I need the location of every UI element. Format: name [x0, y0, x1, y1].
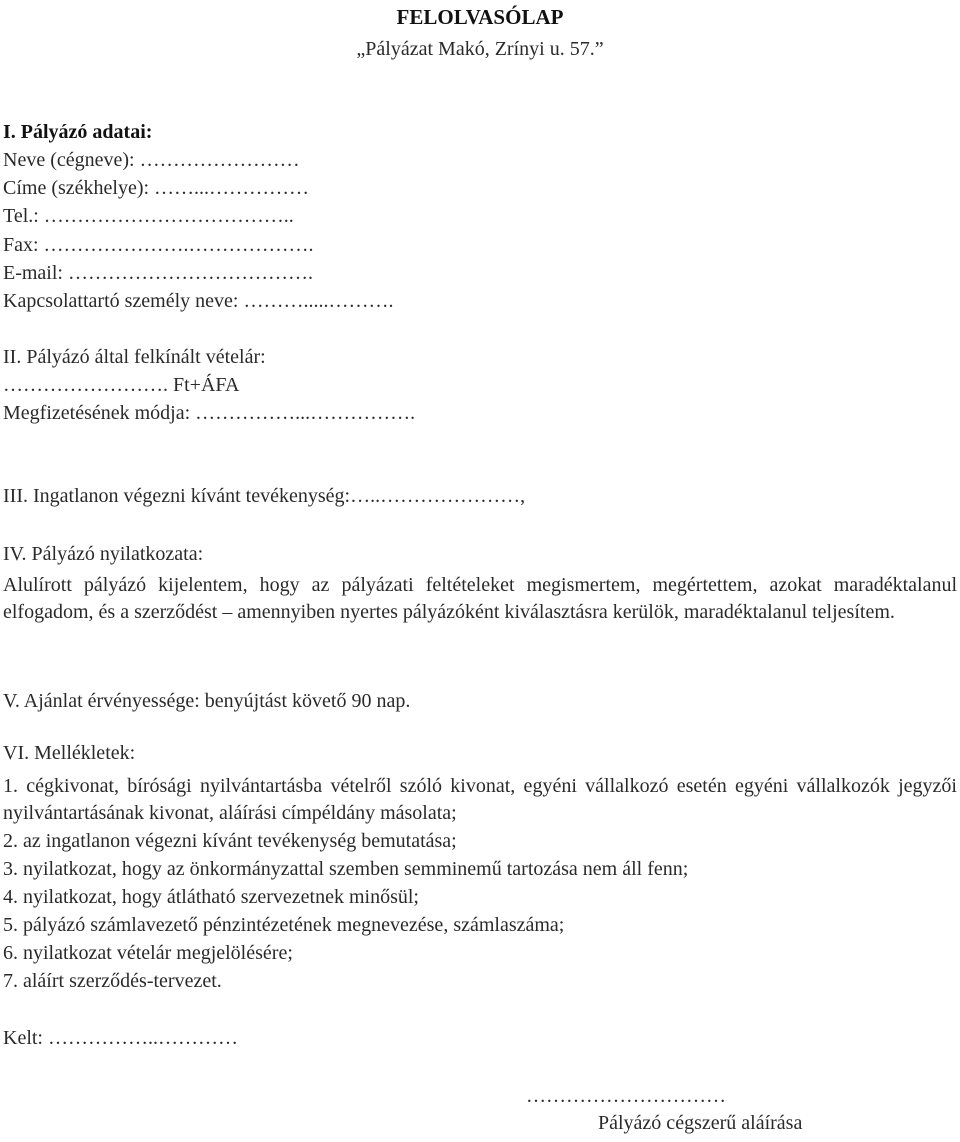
signature-line: …………………………	[526, 1085, 726, 1107]
field-fax: Fax: ………………….……………….	[3, 234, 314, 256]
section-4-heading: IV. Pályázó nyilatkozata:	[3, 543, 204, 565]
attachment-item: 6. nyilatkozat vételár megjelölésére;	[3, 942, 293, 964]
attachment-item: 7. aláírt szerződés-tervezet.	[3, 970, 222, 992]
section-5-heading: V. Ajánlat érvényessége: benyújtást követő 90 nap.	[3, 690, 411, 712]
payment-method: Megfizetésének módja: ……………...…………….	[3, 402, 416, 424]
declaration-text: Alulírott pályázó kijelentem, hogy az pályázati feltételeket megismertem, megértettem, azokat maradéktalanul elfogadom, és a szerződést – amennyiben nyertes pályázóként kiválasztásra kerülök, maradéktalanul teljesítem.	[3, 574, 957, 623]
field-name: Neve (cégneve): ……………………	[3, 149, 300, 171]
attachment-item: 3. nyilatkozat, hogy az önkormányzattal szemben semminemű tartozása nem áll fenn;	[3, 858, 689, 880]
section-2-heading: II. Pályázó által felkínált vételár:	[3, 346, 266, 368]
attachment-item: 2. az ingatlanon végezni kívánt tevékenység bemutatása;	[3, 830, 457, 852]
field-phone: Tel.: ………………………………..	[3, 205, 294, 227]
document-title: FELOLVASÓLAP	[396, 5, 564, 29]
section-6-heading: VI. Mellékletek:	[3, 742, 136, 764]
section-3-heading: III. Ingatlanon végezni kívánt tevékenység:…..…………………,	[3, 485, 526, 507]
offered-price: ……………………. Ft+ÁFA	[3, 374, 240, 396]
section-1-heading: I. Pályázó adatai:	[3, 121, 153, 143]
attachment-item: 1. cégkivonat, bírósági nyilvántartásba vételről szóló kivonat, egyéni vállalkozó esetén egyéni vállalkozók jegyzői nyilvántartásának kivonat, aláírási címpéldány másolata;	[3, 775, 957, 824]
field-email: E-mail: ……………………………….	[3, 262, 313, 284]
field-contact-person: Kapcsolattartó személy neve: ……….....……….	[3, 290, 394, 312]
date-field: Kelt: ……………..…………	[3, 1027, 238, 1049]
signature-label: Pályázó cégszerű aláírása	[598, 1112, 803, 1134]
attachment-item: 5. pályázó számlavezető pénzintézetének megnevezése, számlaszáma;	[3, 914, 565, 936]
attachment-item: 4. nyilatkozat, hogy átlátható szervezetnek minősül;	[3, 886, 419, 908]
field-address: Címe (székhelye): ……...……………	[3, 177, 310, 199]
document-subtitle: „Pályázat Makó, Zrínyi u. 57.”	[356, 38, 604, 60]
